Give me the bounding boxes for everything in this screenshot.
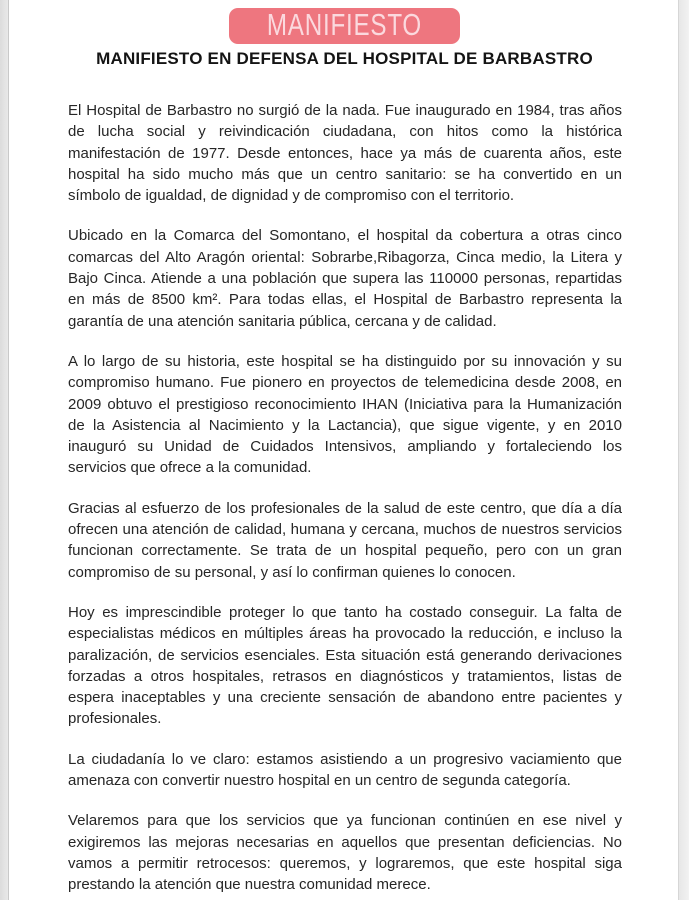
page-title: MANIFIESTO EN DEFENSA DEL HOSPITAL DE BARBASTRO: [96, 49, 593, 68]
paragraph-problems: Hoy es imprescindible proteger lo que tanto ha costado conseguir. La falta de especialistas médicos en múltiples áreas ha provocado la reducción, e incluso la paralización, de servicios esenciales. Esta situación está generando derivaciones forzadas a otros hospitales, retrasos en diagnósticos y tratamientos, listas de espera inaceptables y una creciente sensación de abandono entre pacientes y profesionales.: [68, 603, 622, 728]
paragraph-citizens: La ciudadanía lo ve claro: estamos asistiendo a un progresivo vaciamiento que amenaza con convertir nuestro hospital en un centro de segunda categoría.: [68, 750, 622, 790]
paragraph-demands: Velaremos para que los servicios que ya funcionan continúen en ese nivel y exigiremos las mejoras necesarias en aquellos que presentan deficiencias. No vamos a permitir retrocesos: queremos, y lograremos, que este hospital siga prestando la atención que nuestra comunidad merece.: [68, 812, 622, 894]
manifesto-badge-label: MANIFIESTO: [266, 7, 423, 42]
manifesto-badge: [229, 8, 460, 44]
paragraph-history: El Hospital de Barbastro no surgió de la nada. Fue inaugurado en 1984, tras años de lucha social y reivindicación ciudadana, con hitos como la histórica manifestación de 1977. Desde entonces, hace ya más de cuarenta años, este hospital ha sido mucho más que un centro sanitario: se ha convertido en un símbolo de igualdad, de dignidad y de compromiso con el territorio.: [68, 102, 622, 205]
document-header: [0, 0, 689, 69]
paragraph-professionals: Gracias al esfuerzo de los profesionales de la salud de este centro, que día a día ofrecen una atención de calidad, humana y cercana, muchos de nuestros servicios funcionan correctamente. Se trata de un hospital pequeño, pero con un gran compromiso de su personal, y así lo confirman quienes lo conocen.: [68, 499, 622, 581]
paragraph-innovation: A lo largo de su historia, este hospital se ha distinguido por su innovación y su compromiso humano. Fue pionero en proyectos de telemedicina desde 2008, en 2009 obtuvo el prestigioso reconocimiento IHAN (Iniciativa para la Humanización de la Asistencia al Nacimiento y la Lactancia), que sigue vigente, y en 2010 inauguró su Unidad de Cuidados Intensivos, ampliando y fortaleciendo los servicios que ofrece a la comunidad.: [68, 352, 622, 477]
page-right-edge: [678, 0, 689, 900]
page-left-edge: [0, 0, 9, 900]
paragraph-coverage: Ubicado en la Comarca del Somontano, el hospital da cobertura a otras cinco comarcas del Alto Aragón oriental: Sobrarbe,Ribagorza, Cinca medio, la Litera y Bajo Cinca. Atiende a una población que supera las 110000 personas, repartidas en más de 8500 km². Para todas ellas, el Hospital de Barbastro representa la garantía de una atención sanitaria pública, cercana y de calidad.: [68, 227, 622, 330]
manifesto-body: [68, 100, 622, 896]
